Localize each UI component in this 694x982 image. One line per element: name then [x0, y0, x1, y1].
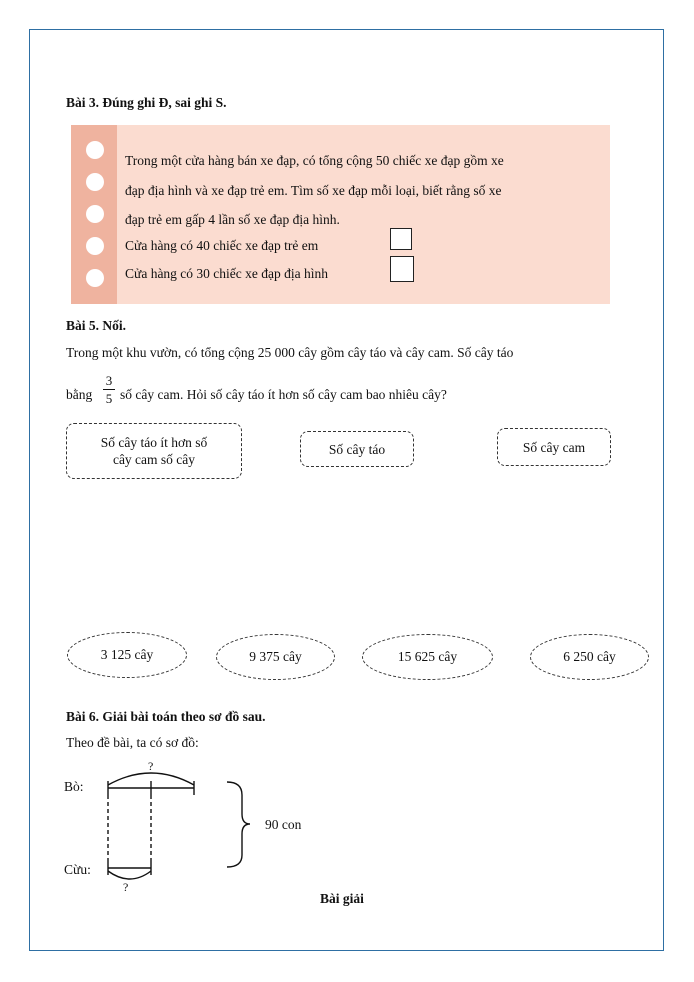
answer-oval[interactable]: 15 625 cây: [362, 634, 493, 680]
fraction-bar: [103, 389, 115, 390]
cuu-brace: [108, 871, 151, 879]
bai5-problem-prefix: bằng: [66, 387, 93, 402]
bai5-problem-suffix: số cây cam. Hỏi số cây táo ít hơn số cây cam bao nhiêu cây?: [120, 387, 447, 402]
label-bo: Bò:: [64, 779, 84, 794]
bai6-title: Bài 6. Giải bài toán theo sơ đồ sau.: [66, 709, 266, 724]
ring-hole-icon: [86, 141, 104, 159]
answer-oval[interactable]: 6 250 cây: [530, 634, 649, 680]
total-brace: [227, 782, 250, 867]
bai3-statement: Cửa hàng có 40 chiếc xe đạp trẻ em: [125, 238, 319, 253]
answer-checkbox[interactable]: [390, 228, 412, 250]
total-label: 90 con: [265, 817, 302, 832]
bai5-title: Bài 5. Nối.: [66, 318, 127, 333]
answer-oval[interactable]: 9 375 cây: [216, 634, 335, 680]
ring-hole-icon: [86, 205, 104, 223]
bai5-problem-line: Trong một khu vườn, có tổng cộng 25 000 cây gồm cây táo và cây cam. Số cây táo: [66, 345, 514, 360]
fraction-numerator: 3: [105, 373, 113, 388]
label-cuu: Cừu:: [64, 862, 91, 877]
fraction-denominator: 5: [105, 391, 113, 406]
bai6-intro: Theo đề bài, ta có sơ đồ:: [66, 735, 199, 750]
label-box-orange[interactable]: Số cây cam: [497, 428, 611, 466]
question-mark: ?: [123, 880, 129, 894]
label-box-text: cây cam số cây: [112, 452, 196, 467]
label-box-apple[interactable]: Số cây táo: [300, 431, 414, 467]
ring-hole-icon: [86, 173, 104, 191]
question-mark: ?: [148, 759, 154, 773]
fraction: [103, 374, 115, 405]
solution-title: Bài giải: [320, 891, 364, 906]
label-box-text: Số cây táo ít hơn số: [100, 435, 208, 450]
answer-checkbox[interactable]: [390, 256, 414, 282]
bai3-title: Bài 3. Đúng ghi Đ, sai ghi S.: [66, 95, 227, 110]
bai3-problem-line: đạp trẻ em gấp 4 lần số xe đạp địa hình.: [125, 212, 340, 227]
answer-oval[interactable]: 3 125 cây: [67, 632, 187, 678]
ring-hole-icon: [86, 237, 104, 255]
label-box-difference[interactable]: [66, 423, 242, 479]
bai3-problem-line: đạp địa hình và xe đạp trẻ em. Tìm số xe đạp mỗi loại, biết rằng số xe: [125, 183, 502, 198]
bai3-statement: Cửa hàng có 30 chiếc xe đạp địa hình: [125, 266, 329, 281]
ring-hole-icon: [86, 269, 104, 287]
bai3-problem-line: Trong một cửa hàng bán xe đạp, có tổng cộng 50 chiếc xe đạp gồm xe: [125, 153, 504, 168]
